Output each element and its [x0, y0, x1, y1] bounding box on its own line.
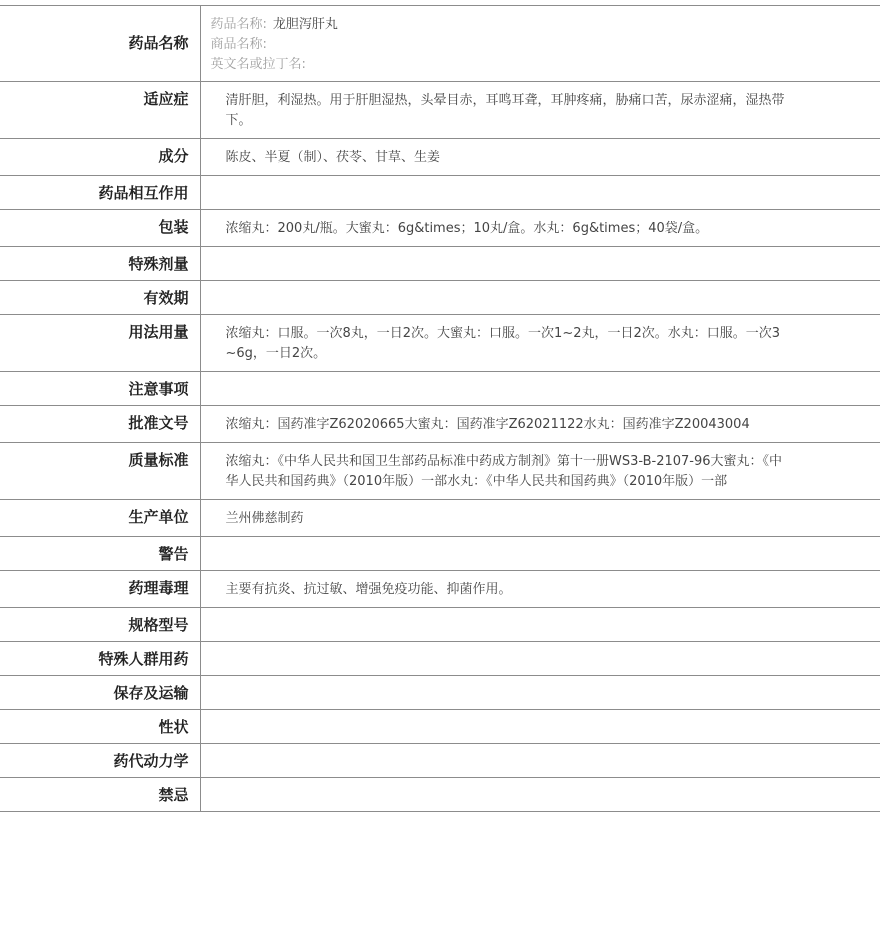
row-label: 特殊剂量 — [0, 247, 200, 281]
row-special-groups — [0, 642, 880, 676]
row-value — [200, 281, 880, 315]
row-label: 成分 — [0, 139, 200, 176]
row-pharmacokinetics — [0, 744, 880, 778]
row-value: 主要有抗炎、抗过敏、增强免疫功能、抑菌作用。 — [200, 571, 880, 608]
row-value: 浓缩丸：《中华人民共和国卫生部药品标准中药成方制剂》第十一册WS3-B-2107-96大蜜丸：《中华人民共和国药典》（2010年版）一部水丸：《中华人民共和国药典》（2010年版）一部 — [200, 443, 880, 500]
row-value — [200, 608, 880, 642]
row-label: 药品相互作用 — [0, 176, 200, 210]
row-interactions — [0, 176, 880, 210]
row-label: 批准文号 — [0, 406, 200, 443]
row-value: 兰州佛慈制药 — [200, 500, 880, 537]
row-label: 药代动力学 — [0, 744, 200, 778]
row-value — [200, 710, 880, 744]
row-indications — [0, 82, 880, 139]
row-label: 规格型号 — [0, 608, 200, 642]
row-value — [200, 676, 880, 710]
generic-name-key: 药品名称: — [210, 17, 267, 32]
row-special-dosage — [0, 247, 880, 281]
row-label: 有效期 — [0, 281, 200, 315]
row-usage — [0, 315, 880, 372]
row-warning — [0, 537, 880, 571]
row-value: 浓缩丸：200丸/瓶。大蜜丸：6g&times；10丸/盒。水丸：6g&times；40袋/盒。 — [200, 210, 880, 247]
row-validity — [0, 281, 880, 315]
row-storage — [0, 676, 880, 710]
row-value — [200, 537, 880, 571]
row-label: 特殊人群用药 — [0, 642, 200, 676]
row-pharmacology — [0, 571, 880, 608]
row-package — [0, 210, 880, 247]
row-approval-number — [0, 406, 880, 443]
row-label: 药理毒理 — [0, 571, 200, 608]
row-ingredients — [0, 139, 880, 176]
row-quality-standard — [0, 443, 880, 500]
row-label: 用法用量 — [0, 315, 200, 372]
drug-info-table — [0, 5, 880, 812]
latin-name-line — [211, 55, 871, 75]
row-label: 生产单位 — [0, 500, 200, 537]
trade-name-line — [211, 35, 871, 55]
row-precautions — [0, 372, 880, 406]
row-label: 包装 — [0, 210, 200, 247]
row-value — [200, 778, 880, 812]
generic-name-line — [211, 15, 871, 35]
row-value — [200, 744, 880, 778]
drug-name-cell — [200, 6, 880, 82]
row-contraindications — [0, 778, 880, 812]
row-value — [200, 642, 880, 676]
row-value: 陈皮、半夏（制）、茯苓、甘草、生姜 — [200, 139, 880, 176]
row-label: 药品名称 — [0, 6, 200, 82]
row-properties — [0, 710, 880, 744]
row-value — [200, 247, 880, 281]
generic-name-value: 龙胆泻肝丸 — [272, 17, 338, 32]
trade-name-key: 商品名称: — [210, 37, 267, 52]
row-value — [200, 176, 880, 210]
row-label: 适应症 — [0, 82, 200, 139]
row-value — [200, 372, 880, 406]
row-label: 保存及运输 — [0, 676, 200, 710]
row-label: 警告 — [0, 537, 200, 571]
row-value: 浓缩丸：口服。一次8丸，一日2次。大蜜丸：口服。一次1~2丸，一日2次。水丸：口服。一次3~6g，一日2次。 — [200, 315, 880, 372]
row-value: 浓缩丸：国药准字Z62020665大蜜丸：国药准字Z62021122水丸：国药准字Z20043004 — [200, 406, 880, 443]
row-value: 清肝胆，利湿热。用于肝胆湿热，头晕目赤，耳鸣耳聋，耳肿疼痛，胁痛口苦，尿赤涩痛，湿热带下。 — [200, 82, 880, 139]
row-label: 质量标准 — [0, 443, 200, 500]
row-label: 禁忌 — [0, 778, 200, 812]
latin-name-key: 英文名或拉丁名: — [210, 57, 306, 72]
row-label: 注意事项 — [0, 372, 200, 406]
row-manufacturer — [0, 500, 880, 537]
row-label: 性状 — [0, 710, 200, 744]
row-drug-name — [0, 6, 880, 82]
row-specification — [0, 608, 880, 642]
